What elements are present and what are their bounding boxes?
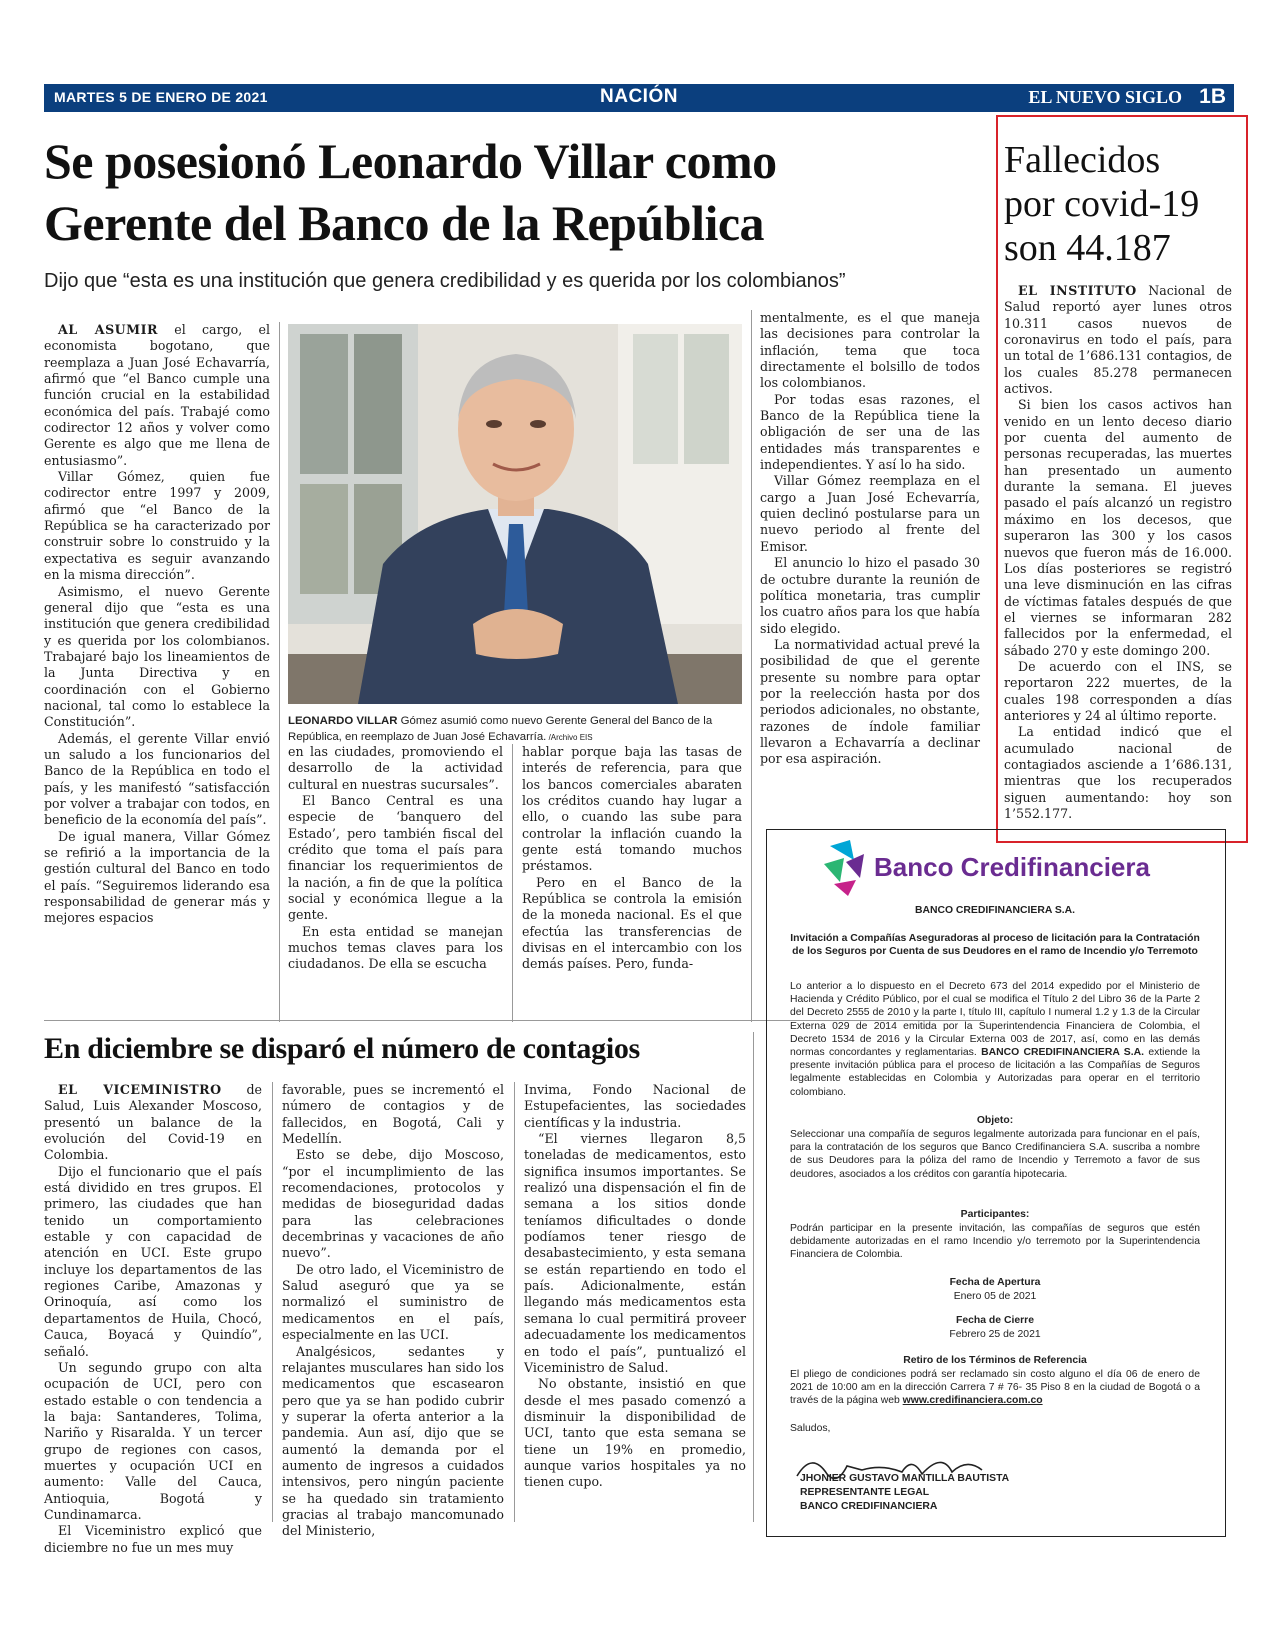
- column-rule: [753, 1032, 754, 1522]
- paragraph: Invima, Fondo Nacional de Estupefacientes, las sociedades científicas y la industria.: [524, 1082, 746, 1130]
- main-article-col3: [522, 744, 742, 973]
- paragraph: El Viceministro explicó que diciembre no fue un mes muy: [44, 1523, 262, 1555]
- ad-intro-tail: extiende la presente invitación pública para el proceso de licitación a las Compañías de Seguros legalmente establecidas en Colombia y Autorizadas para operar en el territorio colombiano.: [790, 1047, 1200, 1098]
- section-header-bar: [44, 84, 1234, 112]
- logo-wordmark: Banco Credifinanciera: [874, 852, 1150, 882]
- newspaper-name: EL NUEVO SIGLO: [1028, 87, 1182, 107]
- paragraph: Asimismo, el nuevo Gerente general dijo que “esta es una institución que genera credibilidad y es querida por los colombianos. Trabajaré bajo los lineamientos de la Junta Directiva y en coordinación con el Gobierno nacional, tal como lo establece la Constitución”.: [44, 583, 270, 730]
- section-name: NACIÓN: [600, 86, 678, 107]
- paragraph: Esto se debe, dijo Moscoso, “por el incumplimiento de las recomendaciones, protocolos y medidas de bioseguridad dadas para las celebraciones decembrinas y vacaciones de año nuevo”.: [282, 1147, 504, 1261]
- ad-participantes-title: Participantes:: [960, 1209, 1030, 1220]
- ad-saludos: Saludos,: [790, 1423, 831, 1434]
- ad-intro-bold: BANCO CREDIFINANCIERA S.A.: [981, 1047, 1144, 1059]
- column-rule: [751, 310, 752, 1022]
- ad-participantes: Podrán participar en la presente invitación, las compañías de seguros que estén debidamente autorizadas en el ramo Incendio y/o terremoto por la Superintendencia Financiera de Colombia.: [790, 1223, 1200, 1261]
- ad-cierre-date: Febrero 25 de 2021: [949, 1329, 1041, 1340]
- ad-retiro-text: El pliego de condiciones podrá ser reclamado sin costo alguno el día 06 de enero de 2021 de 10:00 am en la dirección Carrera 7 # 76- 35 Piso 8 en la ciudad de Bogotá o a través de la página web: [790, 1369, 1200, 1407]
- ad-intro: [790, 980, 1200, 1099]
- paragraph: Analgésicos, sedantes y relajantes musculares han sido los medicamentos que escasearon pero que ya se han podido cubrir y superar la oferta anterior a la pandemia. Aun así, dijo que se aumentó la demanda por el aumento de ingresos a cuidados intensivos, pero ningún paciente se ha quedado sin tratamiento gracias al trabajo mancomunado del Ministerio,: [282, 1343, 504, 1539]
- ad-cierre-title: Fecha de Cierre: [956, 1315, 1034, 1326]
- ad-apertura-date: Enero 05 de 2021: [953, 1291, 1037, 1302]
- photo-caption: [288, 713, 742, 746]
- paragraph: El Banco Central es una especie de ‘banquero del Estado’, pero también fiscal del crédito que toma el país para financiar los requerimientos de la nación, a fin de que la política social y económica llegue a la gente.: [288, 793, 503, 923]
- caption-text: Gómez asumió como nuevo Gerente General del Banco de la República, en reemplazo de Juan José Echavarría.: [288, 715, 713, 743]
- ad-retiro-title: Retiro de los Términos de Referencia: [903, 1355, 1087, 1366]
- main-headline: [44, 130, 944, 254]
- second-article-col1: [44, 1082, 262, 1556]
- main-article-col2: [288, 744, 503, 973]
- ad-retiro: [790, 1368, 1200, 1408]
- issue-date: MARTES 5 DE ENERO DE 2021: [54, 89, 268, 105]
- paragraph: en las ciudades, promoviendo el desarrollo de la actividad cultural en nuestras sucursales”.: [288, 744, 503, 792]
- sidebar-headline: [1004, 138, 1240, 270]
- credifinanciera-logo: [820, 838, 1180, 898]
- paragraph: De otro lado, el Viceministro de Salud aseguró que ya se normalizó el suministro de medicamentos en el país, especialmente en las UCI.: [282, 1261, 504, 1343]
- paragraph: Dijo el funcionario que el país está dividido en tres grupos. El primero, las ciudades que han tenido un comportamiento estable y con capacidad de atención en UCI. Este grupo incluye los departamentos de las regiones Caribe, Amazonas y Orinoquía, así como los departamentos de Huila, Chocó, Cauca, Boyacá y Quindío”, señaló.: [44, 1163, 262, 1359]
- paragraph: De igual manera, Villar Gómez se refirió a la importancia de la gestión cultural del Banco en todo el país. “Seguiremos liderando esa responsabilidad de generar más y mejores espacios: [44, 828, 270, 926]
- second-headline: En diciembre se disparó el número de contagios: [44, 1032, 640, 1065]
- ad-objeto: Seleccionar una compañía de seguros legalmente autorizada para funcionar en el país, para la contratación de los seguros que Banco Credifinanciera S.A. suscriba a nombre de sus Deudores para la póliza del ramo de Incendio y Terremoto a favor de sus deudores, asociados a los créditos con garantía hipotecaria.: [790, 1129, 1200, 1180]
- column-rule: [512, 744, 513, 1022]
- paragraph: En esta entidad se manejan muchos temas claves para los ciudadanos. De ella se escucha: [288, 923, 503, 972]
- banco-credifinanciera-logo-icon: [820, 838, 1180, 898]
- page-number: 1B: [1199, 85, 1226, 108]
- main-headline-line1: Se posesionó Leonardo Villar como: [44, 133, 777, 189]
- paragraph: de Salud, Luis Alexander Moscoso, presentó un balance de la evolución del Covid-19 en Colombia.: [44, 1082, 262, 1163]
- ad-signer-company: BANCO CREDIFINANCIERA: [800, 1501, 938, 1512]
- paragraph: Por todas esas razones, el Banco de la República tiene la obligación de ser una de las entidades más transparentes e independientes. Y así lo ha sido.: [760, 391, 980, 473]
- lead-caps: AL ASUMIR: [58, 322, 158, 337]
- sidebar-headline-line2: por covid-19: [1004, 183, 1200, 225]
- caption-name: LEONARDO VILLAR: [288, 715, 398, 727]
- main-subhead: Dijo que “esta es una institución que genera credibilidad y es querida por los colombianos”: [44, 270, 846, 292]
- ad-company: BANCO CREDIFINANCIERA S.A.: [914, 905, 1076, 916]
- ad-apertura-title: Fecha de Apertura: [949, 1277, 1041, 1288]
- column-rule: [272, 1082, 273, 1522]
- ad-website-link[interactable]: www.credifinanciera.com.co: [902, 1395, 1043, 1407]
- paragraph: mentalmente, es el que maneja las decisiones para controlar la inflación, tema que toca directamente el bolsillo de todos los colombianos.: [760, 310, 980, 391]
- ad-objeto-title: Objeto:: [976, 1115, 1014, 1126]
- paragraph: De acuerdo con el INS, se reportaron 222 muertes, de la cuales 198 corresponden a días anteriores y 24 al último reporte.: [1004, 658, 1232, 723]
- portrait-illustration: [288, 324, 742, 704]
- second-article-col3: [524, 1082, 746, 1491]
- sidebar-headline-line1: Fallecidos: [1004, 139, 1161, 181]
- paragraph: “El viernes llegaron 8,5 toneladas de medicamentos, esto significa insumos importantes. Se realizó una dispensación el fin de semana a los sitios donde teníamos dificultades o donde podíamos tener riesgo de desabastecimiento, y esta semana se están repartiendo en todo el país. Adicionalmente, están llegando más medicamentos esta semana lo cual permitirá proveer adecuadamente los medicamentos en todo el país”, puntualizó el Viceministro de Salud.: [524, 1131, 746, 1375]
- paragraph: Villar Gómez reemplaza en el cargo a Juan José Echevarría, quien declinó postularse para un nuevo periodo al frente del Emisor.: [760, 473, 980, 554]
- paragraph: Pero en el Banco de la República se controla la emisión de la moneda nacional. Es el que efectúa las transferencias de divisas en el intercambio con los demás países. Pero, funda-: [522, 874, 742, 972]
- paragraph: el cargo, el economista bogotano, que reemplaza a Juan José Echavarría, afirmó que “el Banco cumple una función crucial en la estabilidad económica del país. Trabajé como codirector 12 años y volver como Gerente es algo que me llena de entusiasmo”.: [44, 322, 270, 468]
- sidebar-body: [1004, 283, 1232, 822]
- paragraph: La normatividad actual prevé la posibilidad de que el gerente presente su nombre para optar por la reelección hasta por dos periodos adicionales, no obstante, razones de índole familiar llevaron a Echavarría a declinar por esa aspiración.: [760, 636, 980, 767]
- main-headline-line2: Gerente del Banco de la República: [44, 195, 765, 251]
- paragraph: favorable, pues se incrementó el número de contagios y de fallecidos, en Bogotá, Cali y Medellín.: [282, 1082, 504, 1147]
- paragraph: El anuncio lo hizo el pasado 30 de octubre durante la reunión de política monetaria, tras cumplir los cuatro años para los que había sido elegido.: [760, 555, 980, 636]
- lead-caps: EL VICEMINISTRO: [58, 1082, 222, 1097]
- column-rule: [279, 322, 280, 1022]
- column-rule: [514, 1082, 515, 1522]
- paragraph: La entidad indicó que el acumulado nacional de contagiados asciende a 1’686.131, mientras que los recuperados siguen aumentando: hoy son 1’552.177.: [1004, 724, 1232, 821]
- main-article-col4: [760, 310, 980, 768]
- paragraph: Nacional de Salud reportó ayer lunes otros 10.311 casos nuevos de coronavirus en todo el país, para un total de 1’686.131 contagios, de los cuales 85.278 permanecen activos.: [1004, 283, 1233, 397]
- main-article-col1: [44, 322, 270, 927]
- sidebar-headline-line3: son 44.187: [1004, 227, 1171, 269]
- paragraph: Si bien los casos activos han venido en un lento deceso diario por cuenta del aumento de personas recuperadas, las muertes han presentado un aumento durante la semana. El jueves pasado el país alcanzó un registro máximo en los decesos, que superaron las 300 y los casos nuevos que fueron más de 16.000. Los días posteriores se registró una leve disminución en las cifras de víctimas fatales después de que el viernes se informaran 282 fallecidos por la enfermedad, el sábado 270 y este domingo 200.: [1004, 397, 1232, 658]
- paragraph: No obstante, insistió en que desde el mes pasado comenzó a disminuir la disponibilidad de UCI, tanto que esta semana se tiene un 19% en promedio, aunque varios hospitales ya no tienen cupo.: [524, 1376, 746, 1490]
- paragraph: hablar porque baja las tasas de interés de referencia, para que los bancos comerciales abaraten los créditos cuando hay lugar a ello, o cuando las sube para controlar la inflación cuando la gente está tomando muchos préstamos.: [522, 744, 742, 874]
- paragraph: Además, el gerente Villar envió un saludo a los funcionarios del Banco de la República en todo el país, y les manifestó “satisfacción por volver a trabajar con todos, en beneficio de la economía del país”.: [44, 730, 270, 828]
- ad-intro-text: Lo anterior a lo dispuesto en el Decreto 673 del 2014 expedido por el Ministerio de Hacienda y Crédito Público, por el cual se modifica el Título 2 del Libro 36 de la Parte 2 del Decreto 2555 de 2010 y la parte I, título III, capítulo I numeral 1.2 y 1.3 de la Circular Externa 029 de 2014 emitida por la Superintendencia Financiera de Colombia, el Decreto 1534 de 2016 y la Circular Externa 003 de 2017, así, como en las demás normas concordantes y reglamentarias.: [790, 981, 1200, 1059]
- ad-signer-role: REPRESENTANTE LEGAL: [800, 1487, 930, 1498]
- lead-caps: EL INSTITUTO: [1018, 283, 1137, 298]
- leonardo-villar-photo: [288, 324, 742, 704]
- paragraph: Villar Gómez, quien fue codirector entre 1997 y 2009, afirmó que “el Banco de la República se ha caracterizado por construir sobre lo construido y la expectativa es seguir avanzando en la misma dirección”.: [44, 469, 270, 583]
- caption-credit: /Archivo EIS: [546, 733, 593, 742]
- second-article-col2: [282, 1082, 504, 1540]
- paragraph: Un segundo grupo con alta ocupación de UCI, pero con estado estable o con tendencia a la baja: Santanderes, Tolima, Nariño y Risaralda. Y un tercer grupo de regiones con casos, muertes y ocupación UCI en aumento: Valle del Cauca, Antioquia, Bogotá y Cundinamarca.: [44, 1359, 262, 1522]
- ad-title: Invitación a Compañías Aseguradoras al proceso de licitación para la Contratación de los Seguros por Cuenta de sus Deudores en el ramo de Incendio y/o Terremoto: [790, 933, 1200, 958]
- ad-signer-name: JHONIER GUSTAVO MANTILLA BAUTISTA: [800, 1473, 1010, 1484]
